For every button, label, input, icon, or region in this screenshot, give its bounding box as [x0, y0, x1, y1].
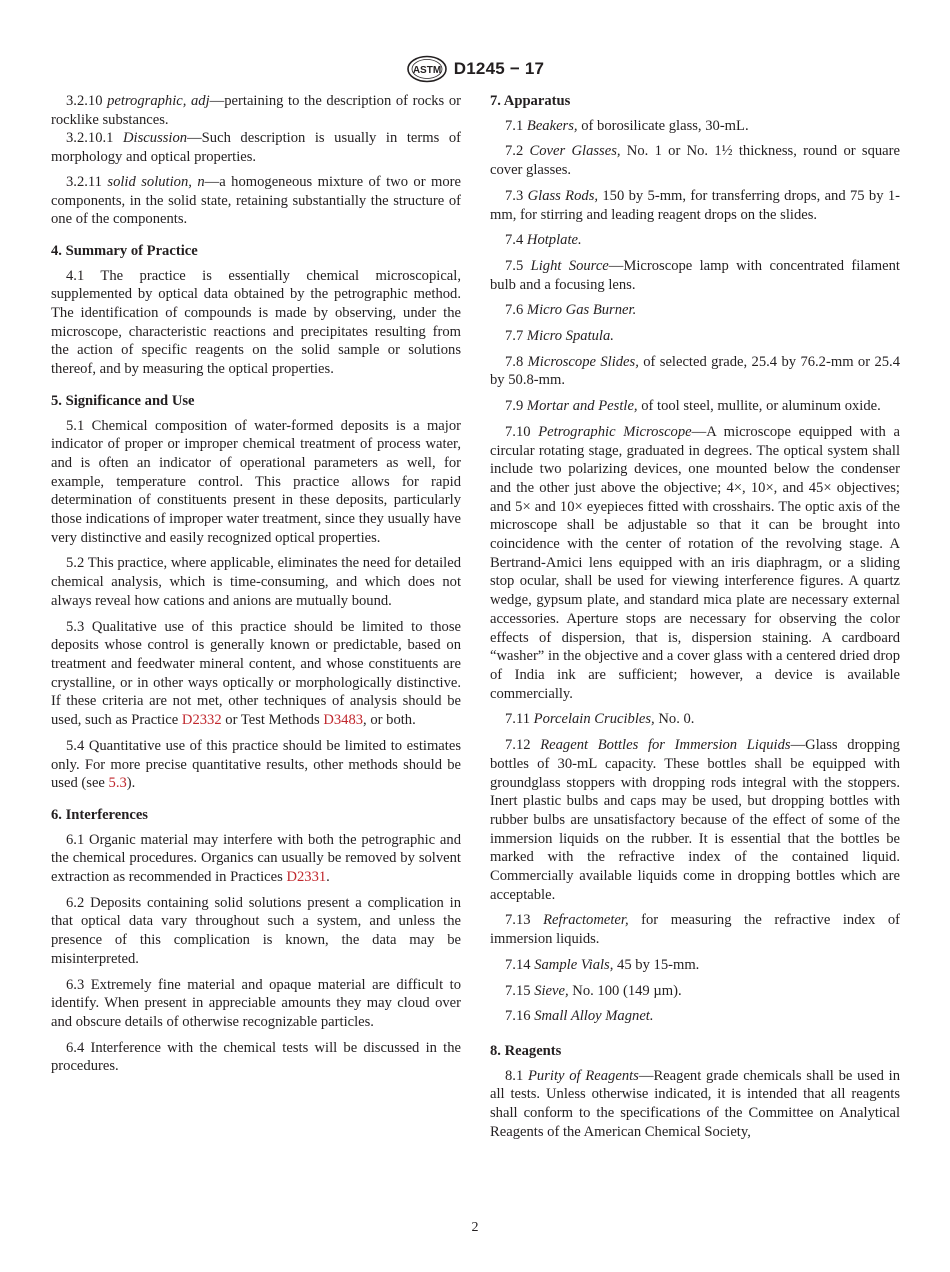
paragraph-7-11: 7.11 Porcelain Crucibles, No. 0.	[505, 711, 695, 728]
paragraph-5-3: 5.3 Qualitative use of this practice should be limited to those deposits whose control is generally known or predictable, based on treatment and feedwater mineral content, and whose constituents are crystalline, or in other ways optically or morphologically distinctive. If these criteria are not met, other techniques of analysis should be used, such as Practice D2332 or Test Methods D3483, or both.	[51, 618, 461, 729]
logo-text: ASTM	[412, 65, 441, 76]
section-heading-4: 4. Summary of Practice	[51, 242, 198, 259]
paragraph-7-14: 7.14 Sample Vials, 45 by 15-mm.	[505, 956, 700, 973]
paragraph-6-1: 6.1 Organic material may interfere with both the petrographic and the chemical procedures. Organics can usually be removed by solvent extraction as recommended in Practices D2331.	[51, 831, 461, 886]
paragraph-6-2: 6.2 Deposits containing solid solutions present a complication in that optical data vary throughout such a system, and unless the presence of this complication is known, the data may be misinterpreted.	[51, 894, 461, 967]
right-column	[490, 92, 900, 1148]
paragraph-7-1: 7.1 Beakers, of borosilicate glass, 30-mL.	[505, 117, 749, 134]
paragraph-8-1: 8.1 Purity of Reagents—Reagent grade chemicals shall be used in all tests. Unless otherwise indicated, it is intended that all reagents shall conform to the specifications of the Committee on Analytical Reagents of the American Chemical Society,	[490, 1067, 900, 1140]
paragraph-4-1: 4.1 The practice is essentially chemical microscopical, supplemented by optical data obtained by the petrographic method. The identification of compounds is made by observing, under the microscope, characteristic reactions and precipitates resulting from the action of specific reagents on the solid sample or solutions thereof, and by measuring the optical properties.	[51, 267, 461, 378]
paragraph-7-16: 7.16 Small Alloy Magnet.	[505, 1008, 654, 1025]
paragraph-5-1: 5.1 Chemical composition of water-formed deposits is a major indicator of proper or improper chemical treatment of process water, and is often an indicator of operational parameters as well, for example, temperature control. This practice allows for rapid determination of constituents present in these deposits, particularly those indications of improper water treatment, since they usually have very distinctive and easily recognized optical properties.	[51, 417, 461, 546]
paragraph-6-4: 6.4 Interference with the chemical tests will be discussed in the procedures.	[51, 1039, 461, 1075]
paragraph-3-2-11: 3.2.11 solid solution, n—a homogeneous mixture of two or more components, in the solid state, retaining substantially the structure of one of the components.	[51, 173, 462, 228]
link-d3483[interactable]: D3483	[323, 712, 364, 729]
section-heading-6: 6. Interferences	[51, 806, 148, 823]
paragraph-7-6: 7.6 Micro Gas Burner.	[505, 302, 637, 319]
paragraph-5-2: 5.2 This practice, where applicable, eliminates the need for detailed chemical analysis, which is time-consuming, and which does not always reveal how cations and anions are mutually bound.	[51, 555, 461, 609]
astm-logo-icon	[406, 55, 448, 83]
left-column	[51, 92, 461, 1083]
section-heading-5: 5. Significance and Use	[51, 392, 195, 409]
page-header	[0, 54, 950, 84]
paragraph-3-2-10: 3.2.10 petrographic, adj—pertaining to the description of rocks or rocklike substances.	[51, 93, 461, 128]
paragraph-7-8: 7.8 Microscope Slides, of selected grade, 25.4 by 76.2-mm or 25.4 by 50.8-mm.	[490, 353, 900, 389]
paragraph-7-12: 7.12 Reagent Bottles for Immersion Liquids—Glass dropping bottles of 30-mL capacity. These bottles shall be equipped with groundglass stoppers with dropping rods integral with the stoppers. Inert plastic bulbs and caps may be used, but dropping bottles with rubber bulbs are unsatisfactory because of the effect of some of the immersion liquids on the rubber. It is essential that the bottles be marked with the refractive index of the contained liquid. Commercially available liquids come in dropping bottles which are acceptable.	[490, 737, 900, 903]
paragraph-6-3: 6.3 Extremely fine material and opaque material are difficult to identify. When present in appreciable amounts they may cloud over and obscure details of otherwise recognizable particles.	[51, 976, 461, 1030]
paragraph-7-2: 7.2 Cover Glasses, No. 1 or No. 1½ thickness, round or square cover glasses.	[490, 143, 900, 179]
paragraph-7-15: 7.15 Sieve, No. 100 (149 µm).	[505, 982, 682, 999]
section-heading-8: 8. Reagents	[490, 1042, 562, 1059]
link-d2331[interactable]: D2331	[286, 869, 327, 886]
paragraph-5-4: 5.4 Quantitative use of this practice should be limited to estimates only. For more precise quantitative results, other methods should be used (see 5.3).	[51, 737, 461, 792]
page-number: 2	[471, 1220, 479, 1235]
paragraph-7-13: 7.13 Refractometer, for measuring the refractive index of immersion liquids.	[490, 912, 900, 948]
link-5-3[interactable]: 5.3	[108, 775, 127, 792]
paragraph-7-10: 7.10 Petrographic Microscope—A microscope equipped with a circular rotating stage, graduated in degrees. The optical system shall include two polarizing devices, one mounted below the condenser and the other just above the objective; 4×, 10×, and 45× objectives; and 5× and 10× eyepieces fitted with crosshairs. The optic axis of the microscope shall be adjustable so that it can be brought into coincidence with the center of rotation of the revolving stage. A Bertrand-Amici lens equipped with an iris diaphragm, or a sliding stop ocular, shall be used for viewing interference figures. A quartz wedge, gypsum plate, and standard mica plate are necessary external accessories. Aperture stops are necessary for observing the color effects of dispersion, that is, dispersion staining. A cardboard “washer” in the objective and a cover glass with a centered dried drop of India ink are sufficient; however, a device is available commercially.	[490, 423, 901, 702]
link-d2332[interactable]: D2332	[181, 712, 222, 729]
paragraph-3-2-10-1: 3.2.10.1 Discussion—Such description is usually in terms of morphology and optical properties.	[51, 130, 461, 166]
paragraph-7-9: 7.9 Mortar and Pestle, of tool steel, mullite, or aluminum oxide.	[505, 398, 881, 415]
paragraph-7-4: 7.4 Hotplate.	[505, 232, 582, 249]
paragraph-7-5: 7.5 Light Source—Microscope lamp with concentrated filament bulb and a focusing lens.	[490, 257, 900, 293]
document-designation: D1245 − 17	[453, 59, 545, 78]
paragraph-7-7: 7.7 Micro Spatula.	[505, 328, 614, 345]
section-heading-7: 7. Apparatus	[490, 93, 571, 109]
paragraph-7-3: 7.3 Glass Rods, 150 by 5-mm, for transferring drops, and 75 by 1-mm, for stirring and leading reagent drops on the slides.	[490, 187, 901, 223]
